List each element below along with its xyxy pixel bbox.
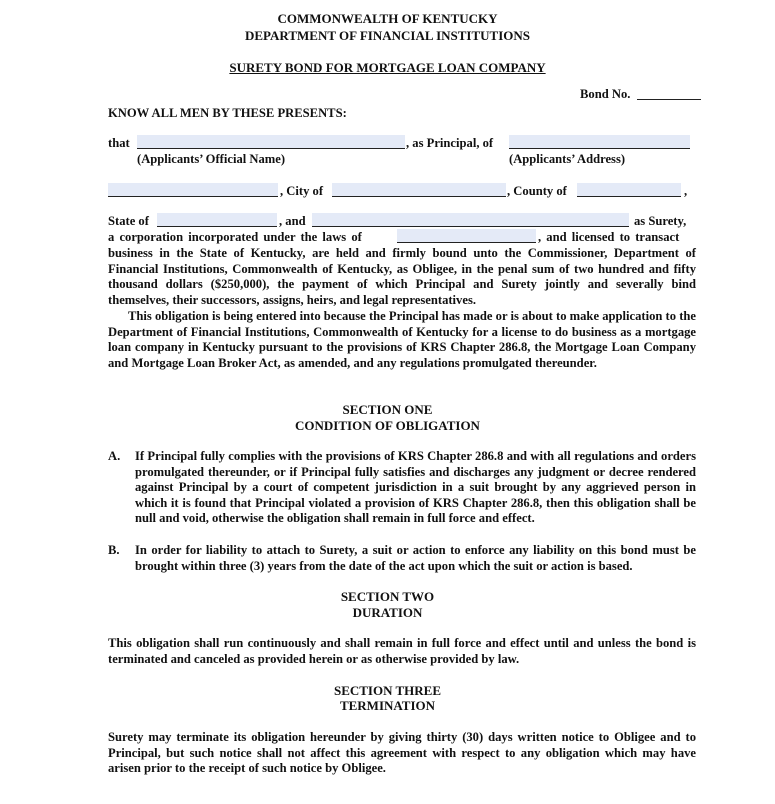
header-commonwealth: COMMONWEALTH OF KENTUCKY: [277, 11, 498, 26]
and-label: , and: [279, 214, 306, 228]
applicant-name-caption: (Applicants’ Official Name): [137, 152, 286, 166]
section-one-heading: SECTION ONE: [342, 402, 433, 417]
know-all-men: KNOW ALL MEN BY THESE PRESENTS:: [108, 106, 347, 120]
city-of-label: , City of: [280, 184, 324, 198]
county-trailing-comma: ,: [684, 184, 688, 198]
bound-paragraph: business in the State of Kentucky, are held and firmly bound unto the Commissioner, Department of Financial Institutions, Commonwealth of Kentucky, as Obligee, in the penal sum of two hundred and fifty thousand dollars ($250,000), the payment of which Principal and Surety jointly and severally bind themselves, their successors, assigns, heirs, and legal representatives.: [108, 246, 696, 307]
as-principal-label: , as Principal, of: [406, 136, 494, 150]
item-letter: A.: [108, 449, 121, 463]
county-field[interactable]: [577, 183, 681, 197]
duration-paragraph: This obligation shall run continuously and shall remain in full force and effect until and unless the bond is terminated and canceled as provided herein or as otherwise provided by law.: [108, 636, 696, 666]
licensed-label: , and licensed to transact: [538, 230, 680, 244]
document-title: SURETY BOND FOR MORTGAGE LOAN COMPANY: [229, 60, 546, 75]
city-field[interactable]: [332, 183, 506, 197]
surety-name-field[interactable]: [312, 213, 629, 227]
section-two-heading: SECTION TWO: [340, 589, 435, 604]
section-three-subheading: TERMINATION: [339, 698, 436, 713]
item-text: In order for liability to attach to Surety, a suit or action to enforce any liability on this bond must be brought within three (3) years from the date of the act upon which the suit or action is based.: [135, 543, 696, 573]
section-two-subheading: DURATION: [352, 605, 423, 620]
condition-item-b: [108, 543, 696, 574]
state-of-label: State of: [108, 214, 149, 228]
bond-no-label: Bond No.: [580, 87, 631, 101]
section-three-heading: SECTION THREE: [333, 683, 442, 698]
bond-no-field[interactable]: [637, 86, 701, 100]
item-text: If Principal fully complies with the provisions of KRS Chapter 286.8 and with all regulations and orders promulgated thereunder, or if Principal fully satisfies and discharges any judgment or decree rendered against Principal by a court of competent jurisdiction in a suit brought by any aggrieved person in which it is found that Principal violated a provision of KRS Chapter 286.8, then this obligation shall be null and void, otherwise the obligation shall remain in full force and effect.: [135, 449, 696, 526]
applicant-name-field[interactable]: [137, 135, 405, 149]
corporation-label: a corporation incorporated under the laws of: [108, 230, 362, 244]
condition-item-a: [108, 449, 696, 527]
county-of-label: , County of: [507, 184, 567, 198]
as-surety-label: as Surety,: [634, 214, 687, 228]
obligation-paragraph: This obligation is being entered into because the Principal has made or is about to make application to the Department of Financial Institutions, Commonwealth of Kentucky for a license to do business as a mortgage loan company in Kentucky pursuant to the provisions of KRS Chapter 286.8, the Mortgage Loan Company and Mortgage Loan Broker Act, as amended, and any regulations promulgated thereunder.: [108, 309, 696, 370]
incorporation-state-field[interactable]: [397, 229, 536, 243]
header-department: DEPARTMENT OF FINANCIAL INSTITUTIONS: [245, 28, 530, 43]
that-label: that: [108, 136, 130, 150]
applicant-address-caption: (Applicants’ Address): [509, 152, 626, 166]
section-one-subheading: CONDITION OF OBLIGATION: [295, 418, 480, 433]
state-field[interactable]: [157, 213, 277, 227]
address-continuation-field[interactable]: [108, 183, 278, 197]
item-letter: B.: [108, 543, 120, 557]
applicant-address-field[interactable]: [509, 135, 690, 149]
termination-paragraph: Surety may terminate its obligation hereunder by giving thirty (30) days written notice to Obligee and to Principal, but such notice shall not affect this agreement with respect to any obligation which may have arisen prior to the receipt of such notice by Obligee.: [108, 730, 696, 776]
